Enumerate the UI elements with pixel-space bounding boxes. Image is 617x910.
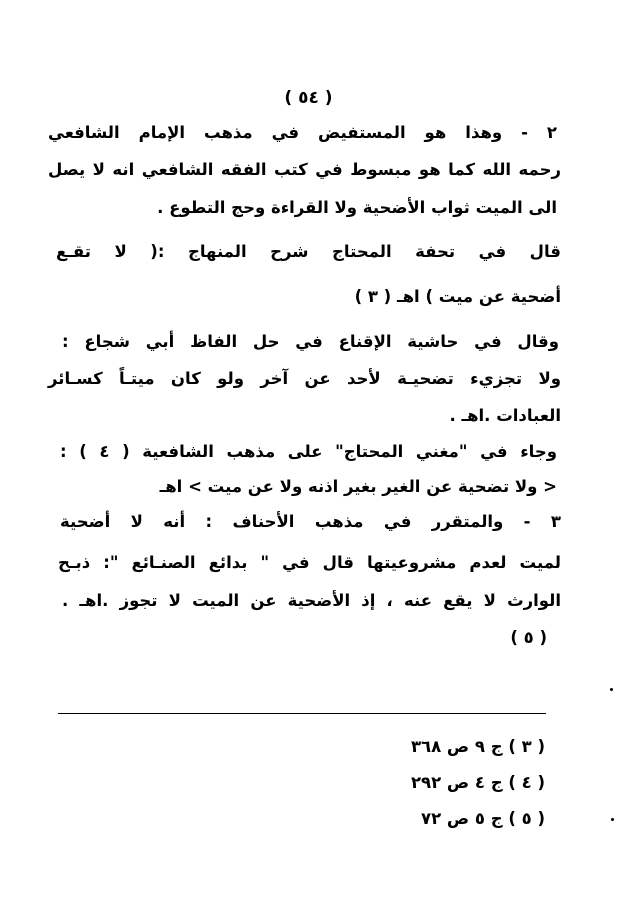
body-line-3: الى الميت ثواب الأضحية ولا القراءة وحج التطوع . xyxy=(157,198,557,217)
scan-speck xyxy=(610,688,613,691)
body-line-6: وقال في حاشية الإقناع في حل الفاظ أبي شجاع : xyxy=(62,332,559,351)
scan-speck xyxy=(611,818,614,821)
body-line-11: ٣ - والمتقرر في مذهب الأحناف : أنه لا أضحية xyxy=(60,512,561,531)
body-line-5: أضحية عن ميت ) اهـ ( ٣ ) xyxy=(354,287,561,306)
body-line-10: < ولا تضحية عن الغير بغير اذنه ولا عن ميت > اهـ xyxy=(159,477,557,496)
body-line-12: لميت لعدم مشروعيتها قال في " بدائع الصنـائع ": ذبـح xyxy=(58,553,561,572)
footnote-5: ( ٥ ) ج ٥ ص ٧٢ xyxy=(421,809,545,828)
footnote-4: ( ٤ ) ج ٤ ص ٢٩٢ xyxy=(410,773,545,792)
body-line-14: ( ٥ ) xyxy=(510,628,547,647)
body-line-1: ٢ - وهذا هو المستفيض في مذهب الإمام الشافعي xyxy=(48,123,557,142)
body-line-4: قال في تحفة المحتاج شرح المنهاج :( لا تقـع xyxy=(56,242,561,261)
body-line-8: العبادات .اهـ . xyxy=(449,406,561,425)
body-line-9: وجاء في "مغني المحتاج" على مذهب الشافعية ( ٤ ) : xyxy=(60,442,557,461)
body-line-7: ولا تجزيء تضحيـة لأحد عن آخر ولو كان ميتـاً كسـائر xyxy=(48,369,561,388)
body-line-13: الوارث لا يقع عنه ، إذ الأضحية عن الميت لا تجوز .اهـ . xyxy=(62,591,561,610)
page-number: ( ٥٤ ) xyxy=(284,88,333,108)
body-line-2: رحمه الله كما هو مبسوط في كتب الفقه الشافعي انه لا يصل xyxy=(48,160,561,179)
footnote-3: ( ٣ ) ج ٩ ص ٣٦٨ xyxy=(410,737,545,756)
footnote-separator xyxy=(58,713,546,714)
